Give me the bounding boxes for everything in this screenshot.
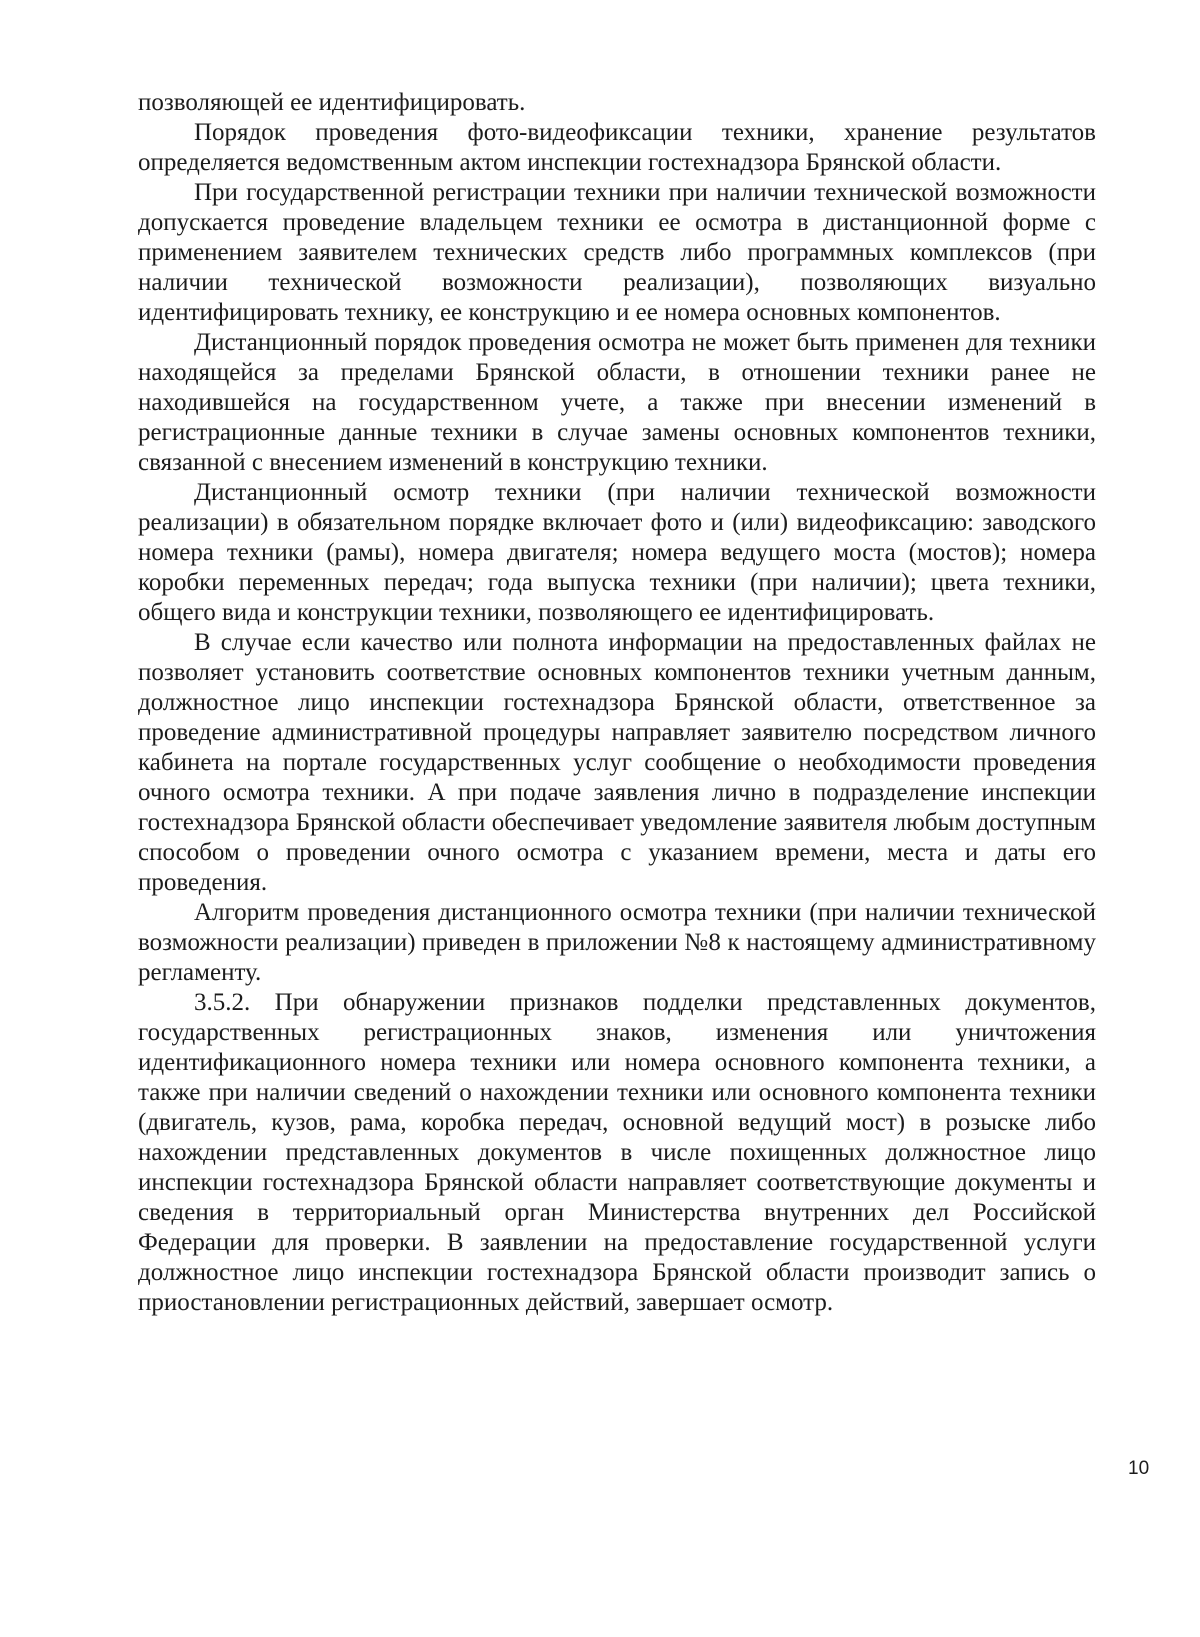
paragraph-in-person-inspection: В случае если качество или полнота информации на предоставленных файлах не позволяет установить соответствие основных компонентов техники учетным данным, должностное лицо инспекции гостехнадзора Брянской области, ответственное за проведение административной процедуры направляет заявителю посредством личного кабинета на портале государственных услуг сообщение о необходимости проведения очного осмотра техники. А при подаче заявления лично в подразделение инспекции гостехнадзора Брянской области обеспечивает уведомление заявителя любым доступным способом о проведении очного осмотра с указанием времени, места и даты его проведения. <box>138 629 1096 896</box>
paragraph-algorithm-reference: Алгоритм проведения дистанционного осмотра техники (при наличии технической возможности реализации) приведен в приложении №8 к настоящему административному регламенту. <box>138 899 1096 986</box>
paragraph-photo-video-fixation: Порядок проведения фото-видеофиксации техники, хранение результатов определяется ведомственным актом инспекции гостехнадзора Брянской области. <box>138 119 1096 176</box>
paragraph-remote-inspection-restrictions: Дистанционный порядок проведения осмотра не может быть применен для техники находящейся за пределами Брянской области, в отношении техники ранее не находившейся на государственном учете, а также при внесении изменений в регистрационные данные техники в случае замены основных компонентов техники, связанной с внесением изменений в конструкцию техники. <box>138 329 1096 476</box>
paragraph-section-3-5-2: 3.5.2. При обнаружении признаков подделки представленных документов, государственных регистрационных знаков, изменения или уничтожения идентификационного номера техники или номера основного компонента техники, а также при наличии сведений о нахождении техники или основного компонента техники (двигатель, кузов, рама, коробка передач, основной ведущий мост) в розыске либо нахождении представленных документов в числе похищенных должностное лицо инспекции гостехнадзора Брянской области направляет соответствующие документы и сведения в территориальный орган Министерства внутренних дел Российской Федерации для проверки. В заявлении на предоставление государственной услуги должностное лицо инспекции гостехнадзора Брянской области производит запись о приостановлении регистрационных действий, завершает осмотр. <box>138 989 1096 1316</box>
paragraph-continuation: позволяющей ее идентифицировать. <box>138 89 526 116</box>
paragraph-remote-inspection-allowed: При государственной регистрации техники при наличии технической возможности допускается проведение владельцем техники ее осмотра в дистанционной форме с применением заявителем технических средств либо программных комплексов (при наличии технической возможности реализации), позволяющих визуально идентифицировать технику, ее конструкцию и ее номера основных компонентов. <box>138 179 1096 326</box>
paragraph-remote-inspection-contents: Дистанционный осмотр техники (при наличии технической возможности реализации) в обязательном порядке включает фото и (или) видеофиксацию: заводского номера техники (рамы), номера двигателя; номера ведущего моста (мостов); номера коробки переменных передач; года выпуска техники (при наличии); цвета техники, общего вида и конструкции техники, позволяющего ее идентифицировать. <box>138 479 1096 626</box>
document-body <box>138 88 1096 1318</box>
page-number: 10 <box>1128 1458 1150 1479</box>
